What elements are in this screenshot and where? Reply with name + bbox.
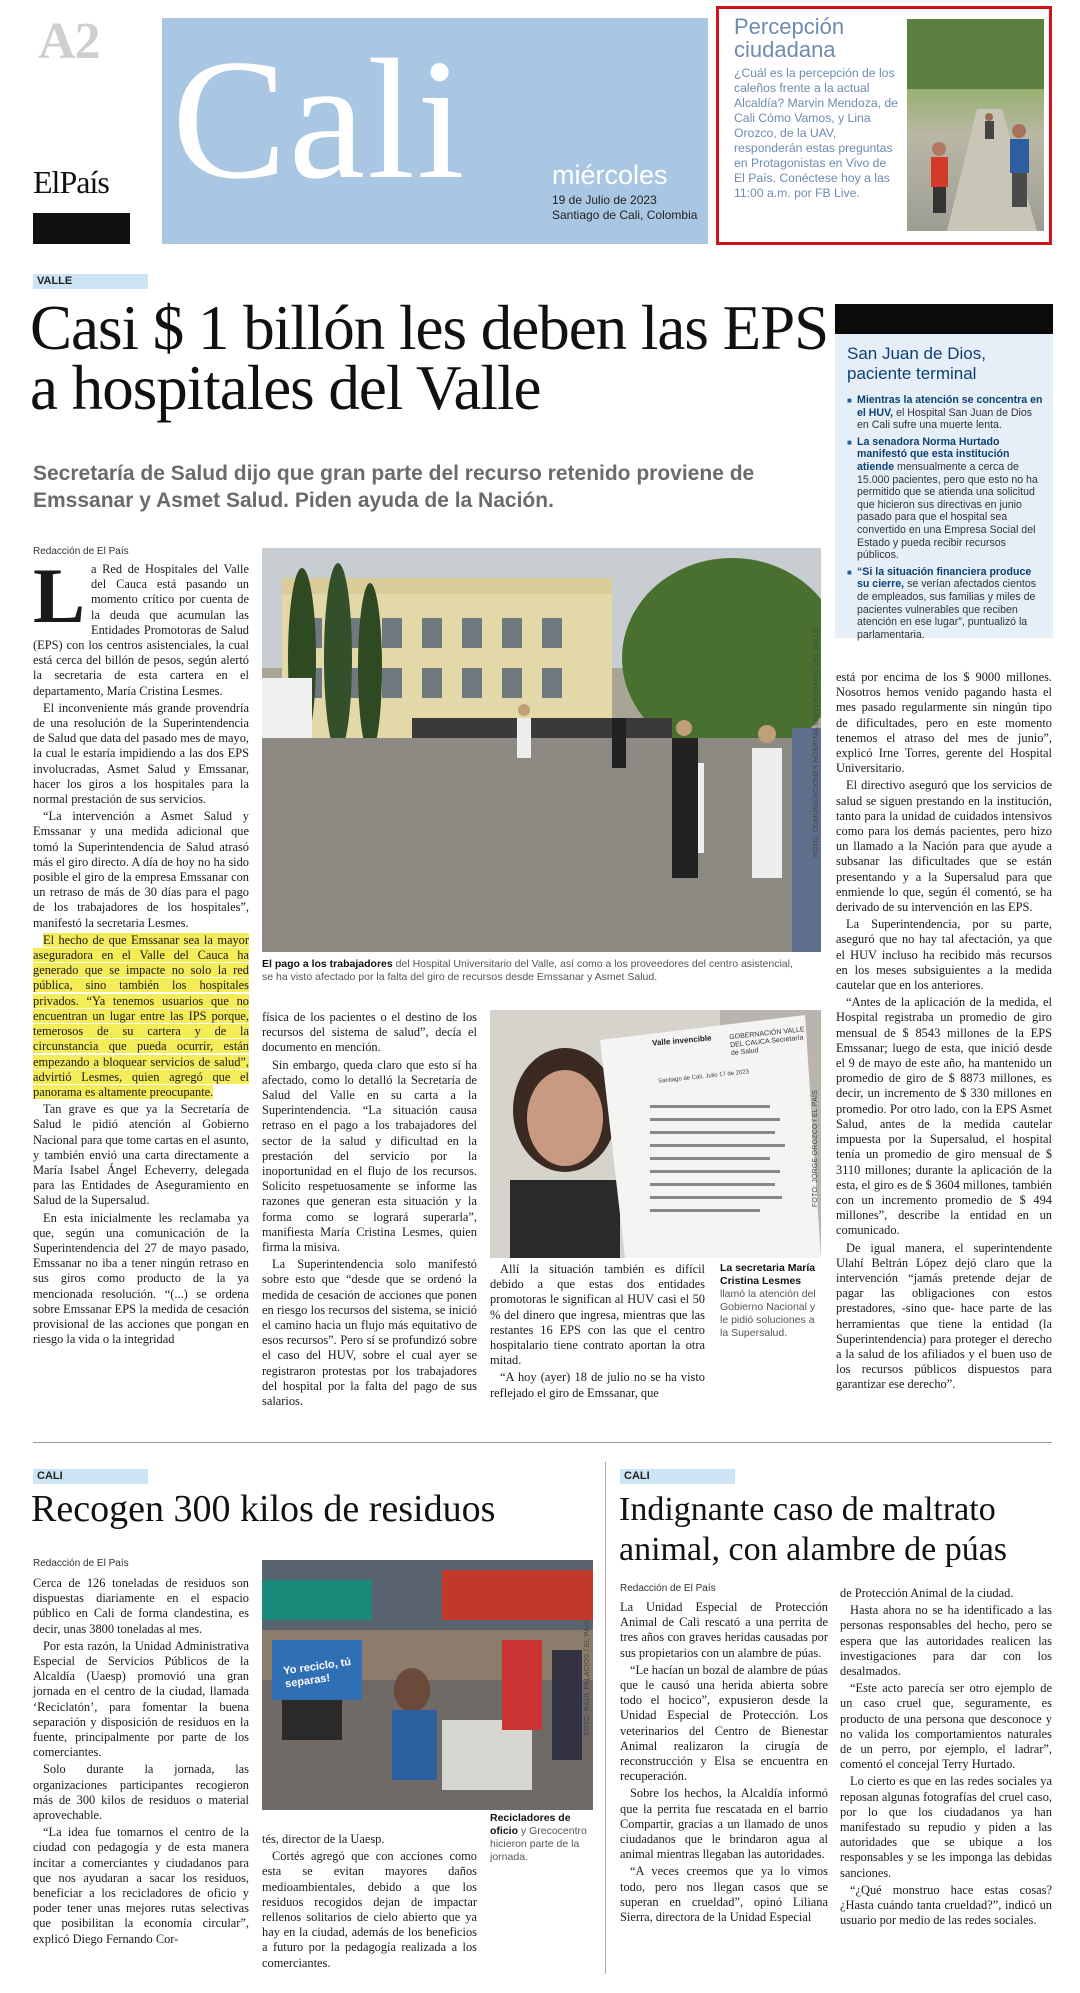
recycle-sign: Yo reciclo, tú separas! (282, 1656, 352, 1691)
brand-bar (33, 213, 130, 244)
letter-date: Santiago de Cali, Julio 17 de 2023 (657, 1069, 750, 1085)
section-banner (162, 18, 708, 244)
waste-col-2 (262, 1832, 477, 1973)
paragraph: “¿Qué monstruo hace estas cosas?¿Hasta cuándo tanta crueldad?”, indicó un usuario por medio de las redes sociales. (840, 1882, 1052, 1928)
paragraph: Por esta razón, la Unidad Administrativa Especial de Servicios Públicos de la Alcaldía (Uaesp) promovió una gran jornada en el centro de la ciudad, llamada ‘Reciclatón’, para fomentar la buena separación y disposición de residuos en la fuente, principalmente por parte de los comerciantes. (33, 1638, 249, 1760)
paragraph: de Protección Animal de la ciudad. (840, 1586, 1014, 1600)
letter-gov-header: GOBERNACIÓN VALLE DEL CAUCA Secretaría de Salud (728, 1026, 806, 1058)
sidebar-title: San Juan de Dios, paciente terminal (847, 344, 986, 383)
main-col-2 (262, 1010, 477, 1411)
paragraph: La Unidad Especial de Protección Animal de Cali rescató a una perrita de tres años con graves heridas causadas por sus propietarios con un alambre de púas. (620, 1600, 828, 1660)
paragraph: “Antes de la aplicación de la medida, el Hospital registraba un promedio de giro mensual de $ 8543 millones de la EPS Emssanar; luego de esta, que inició desde el 9 de mayo de este año, ha mantenido un promedio de giro de $ 8873 millones, es decir, un incremento de $ 330 millones en promedio. Por otro lado, con la EPS Asmet Salud, antes de la medida cautelar impuesta por la Supersalud, el hospital tenía un promedio de giro mensual de $ 3110 millones; durante la aplicación de la esta, el giro es de $ 3604 millones, también con un incremento promedio de $ 494 millones”, describe la entidad en un comunicado. (836, 995, 1052, 1238)
paragraph: La Superintendencia solo manifestó sobre esto que “desde que se ordenó la medida de cesación de acciones que ponen en riesgo los recursos del sistema, se inició el camino hacia un flujo más equitativo de esos recursos”. Pero sí se profundizó sobre el caso del HUV, sobre el cual ayer se registraron protestas por los trabajadores del hospital por la falta del pago de sus salarios. (262, 1257, 477, 1409)
brand-logo: ElPaís (33, 164, 109, 200)
photo-credit: FOTO: COMUNICACIONES HOSPITAL UNIVERSITARIO DEL VALLE (813, 628, 820, 857)
paragraph: Sobre los hechos, la Alcaldía informó que la perrita fue rescatada en el barrio Compartir, gracias a un llamado de unos ciudadanos que le brindaron agua al animal mientras llegaban las autoridades. (620, 1786, 828, 1862)
waste-col-1 (33, 1576, 249, 1949)
highlighted-paragraph: El hecho de que Emssanar sea la mayor aseguradora en el Valle del Cauca ha generado que se impacte no solo la red pública, sino también los hospitales privados. “Ya tenemos usuarios que no encuentran un lugar entre las IPS porque, temerosos de su cartera y de la circunstancia que pueda ocurrir, están empezando a bloquear servicios de salud”, advirtió Lesmes, quien agregó que el panorama es altamente preocupante. (33, 932, 249, 1099)
main-col-3 (490, 1262, 705, 1403)
paragraph: El inconveniente más grande provendría de una resolución de la Superintendencia de Salud que data del pasado mes de mayo, la cual le estaría impidiendo a las dos EPS involucradas, Asmet Salud y Emssanar, hacer los giros a los hospitales para la normal prestación de sus servicios. (33, 700, 249, 807)
sidebar-box (835, 334, 1053, 641)
waste-photo-caption: Recicladores de oficio y Grecocentro hicieron parte de la jornada. (490, 1812, 587, 1863)
photo-credit: FOTO: JORGE OROZCO / EL PAÍS (812, 1090, 819, 1208)
photo-credit: FOTO: RAÚL PALACIOS / EL PAÍS (584, 1620, 591, 1736)
paragraph: “A veces creemos que ya lo vimos todo, pero nos llegan casos que se superan en crueldad”, opinó Liliana Sierra, directora de la Unidad Especial (620, 1864, 828, 1925)
column-divider (605, 1462, 606, 1974)
paragraph: tés, director de la Uaesp. (262, 1832, 385, 1846)
paragraph: Allí la situación también es difícil debido a que estas dos entidades promotoras le significan al HUV casi el 50 % del dinero que ingresa, mientras que las restantes 16 EPS con las que el centro hospitalario tiene contrato aportan la otra mitad. (490, 1262, 705, 1368)
date: 19 de Julio de 2023 (552, 193, 657, 207)
section-tag-valle: VALLE (33, 274, 148, 289)
sidebar-item: ■ Mientras la atención se concentra en el HUV, el Hospital San Juan de Dios en Cali sufre una muerte lenta. (857, 394, 1043, 432)
secretary-photo-caption: La secretaria María Cristina Lesmes llamó la atención del Gobierno Nacional y le pidió soluciones a la Supersalud. (720, 1262, 816, 1339)
place: Santiago de Cali, Colombia (552, 208, 698, 222)
promo-box[interactable] (716, 6, 1052, 245)
page-number: A2 (38, 13, 100, 70)
promo-body: ¿Cuál es la percepción de los caleños frente a la actual Alcaldía? Marvin Mendoza, de Cali Cómo Vamos, y Lina Orozco, de la UAV, responderán estas preguntas en Protagonistas en Vivo de El País. Conéctese hoy a las 11:00 a.m. por FB Live. (734, 66, 898, 200)
paragraph: Sin embargo, queda claro que esto sí ha afectado, como lo detalló la Secretaría de Salud del Valle en su carta a la Superintendencia. “La situación causa retraso en el pago a los trabajadores del sector de la salud y dificultad en la prestación del servicio por la inoportunidad en el flujo de los recursos. Solicito respetuosamente se informe las razones que generan esta situación y la forma como se logrará superarla”, manifiesta María Cristina Lesmes, quien firma la misiva. (262, 1057, 477, 1255)
paragraph: Lo cierto es que en las redes sociales ya reposan algunas fotografías del cruel caso, por lo que los ciudadanos ya han manifestado su repudio y piden a las autoridades que se ubique a los responsables y se les imponga las debidas sanciones. (840, 1774, 1052, 1880)
paragraph: física de los pacientes o el destino de los recursos del sistema de salud”, decía el documento en mención. (262, 1010, 477, 1055)
main-headline: Casi $ 1 billón les deben las EPS a hospitales del Valle (30, 293, 829, 423)
sidebar-item: ■ La senadora Norma Hurtado manifestó que esta institución atiende mensualmente a cerca de 15.000 pacientes, pero que esto no ha permitido que se atienda una solicitud que hicieron sus directivas en junio pasado para que el hospital sea convertido en una Empresa Social del Estado y pueda recibir recursos públicos. (857, 436, 1043, 562)
paragraph: El directivo aseguró que los servicios de salud se siguen prestando en la institución, tanto para la unidad de cuidados intensivos como para los demás pacientes, pero hizo un llamado a la Nación para que ayude a subsanar las dificultades que se están presentando y a la Supersalud para que enmiende lo que, según él comentó, se ha derivado de su intervención en las EPS. (836, 778, 1052, 915)
paragraph: De igual manera, el superintendente Ulahí Beltrán López dejó claro que la intervención “jamás pretende dejar de pagar las obligaciones con estos prestadores, -sino que- hace parte de las herramientas que tiene la entidad (la Superintendencia) para proteger el derecho a la salud de los afiliados y el buen uso de los recursos públicos dispuestos para garantizar ese derecho”. (836, 1240, 1052, 1392)
paragraph: En esta inicialmente les reclamaba ya que, según una comunicación de la Superintendencia del 27 de mayo pasado, Emssanar no iba a tener ningún retraso en sus giros como producto de la ya mencionada resolución. “(...) se ordena sobre Emssanar EPS la medida de cesación provisional de las acciones que pongan en riesgo la vida o la integridad (33, 1210, 249, 1347)
park-walkers-image (907, 19, 1044, 231)
waste-headline: Recogen 300 kilos de residuos (31, 1488, 496, 1530)
hospital-protest-image (262, 548, 821, 952)
sidebar-top-bar (835, 304, 1053, 334)
animal-headline: Indignante caso de maltrato animal, con alambre de púas (619, 1491, 1008, 1568)
paragraph: La Superintendencia, por su parte, aseguró que no hay tal afectación, ya que el HUV incluso ha recibido más recursos en los meses subsiguientes a la medida cautelar que en los anteriores. (836, 917, 1052, 993)
secretary-photo (490, 1010, 821, 1258)
main-col-4 (836, 670, 1052, 1395)
waste-photo (262, 1560, 593, 1810)
main-subhead: Secretaría de Salud dijo que gran parte del recurso retenido proviene de Emssanar y Asmet Salud. Piden ayuda de la Nación. (33, 462, 755, 512)
paragraph: Solo durante la jornada, las organizaciones participantes recogieron más de 300 kilos de residuos o material aprovechable. (33, 1762, 249, 1823)
paragraph: Tan grave es que ya la Secretaría de Salud le pidió atención al Gobierno Nacional para que tome cartas en el asunto, y también envió una carta directamente a María Isabel Ángel Echeverry, delegada para las Entidades de Aseguramiento en Salud de la Supersalud. (33, 1102, 249, 1208)
paragraph: Hasta ahora no se ha identificado a las personas responsables del hecho, pero se espera que las autoridades realicen las investigaciones para dar con los desalmados. (840, 1603, 1052, 1679)
paragraph: “A hoy (ayer) 18 de julio no se ha visto reflejado el giro de Emssanar, que (490, 1370, 705, 1400)
animal-col-1 (620, 1600, 828, 1927)
animal-byline: Redacción de El País (620, 1583, 716, 1594)
main-col-1 (33, 552, 249, 1349)
promo-photo (907, 19, 1044, 231)
paragraph: “Le hacían un bozal de alambre de púas que le causó una herida abierta sobre todo el hocico”, expusieron desde la Unidad Especial de Protección. Los veterinarios del Centro de Bienestar Animal realizaron la cirugía de reconstrucción y Elsa se encuentra en recuperación. (620, 1662, 828, 1784)
main-photo-caption: El pago a los trabajadores del Hospital Universitario del Valle, así como a los proveedores del centro asistencial, se ha visto afectado por la falta del giro de recursos desde Emssanar y Asmet Salud. (262, 958, 793, 983)
paragraph: “La idea fue tomarnos el centro de la ciudad con pedagogía y de esta manera incitar a comerciantes y ciudadanos para que nos ayudaran a sacar los residuos, beneficiar a los recicladores de oficio y poder tener unas mejores rutas selectivas que posibilitan la economía circular”, explicó Diego Fernando Cor- (33, 1825, 249, 1946)
animal-col-2 (840, 1586, 1052, 1930)
section-title: Cali (172, 25, 467, 215)
section-divider (33, 1442, 1052, 1443)
section-tag-cali: CALI (33, 1469, 148, 1484)
main-byline: Redacción de El País (33, 546, 129, 557)
paragraph: “Este acto parecía ser otro ejemplo de un caso cruel que, seguramente, es producto de una persona que desconoce y no valida los comportamientos naturales de un perro, por ejemplo, el ladrar”, comentó el concejal Terry Hurtado. (840, 1681, 1052, 1772)
letter-logo: Valle invencible (651, 1033, 712, 1048)
paragraph: Cortés agregó que con acciones como esta se evitan mayores daños medioambientales, debido a que los residuos recogidos dejan de impactar rellenos solitarios de cielo abierto que ya hay en la ciudad, además de los beneficios a futuro por la pedagogía realizada a los comerciantes. (262, 1849, 477, 1970)
paragraph: “La intervención a Asmet Salud y Emssanar y una medida adicional que tomó la Superintendencia de Salud atrasó más el giro directo. A día de hoy no ha sido posible el giro de la empresa Emssanar con un retraso de más de 30 días para el pago de los trabajadores de los hospitales”, manifestó la secretaria Lesmes. (33, 809, 249, 930)
weekday: miércoles (552, 160, 668, 190)
main-photo (262, 548, 821, 952)
paragraph: está por encima de los $ 9000 millones. Nosotros hemos venido pagando hasta el mes pasado regularmente sin ningún tipo de dificultades, pero en este momento tenemos el atraso del mes de junio”, explicó Irne Torres, gerente del Hospital Universitario. (836, 670, 1052, 776)
paragraph: La Red de Hospitales del Valle del Cauca está pasando un momento crítico por cuenta de la deuda que acumulan las Entidades Promotoras de Salud (EPS) con los centros asistenciales, la cual está cerca del billón de pesos, según alertó la secretaria de esta cartera en el departamento, María Cristina Lesmes. (33, 552, 249, 698)
waste-byline: Redacción de El País (33, 1558, 129, 1569)
sidebar-item: ■ “Si la situación financiera produce su cierre, se verían afectados cientos de empleados, sus familias y miles de pacientes vulnerables que reciben atención en ese lugar”, puntualizó la parlamentaria. (857, 566, 1043, 642)
promo-title: Percepción ciudadana (734, 14, 845, 62)
section-tag-cali: CALI (620, 1469, 735, 1484)
paragraph: Cerca de 126 toneladas de residuos son dispuestas diariamente en el espacio público en Cali de forma clandestina, es decir, unas 3800 toneladas al mes. (33, 1576, 249, 1636)
